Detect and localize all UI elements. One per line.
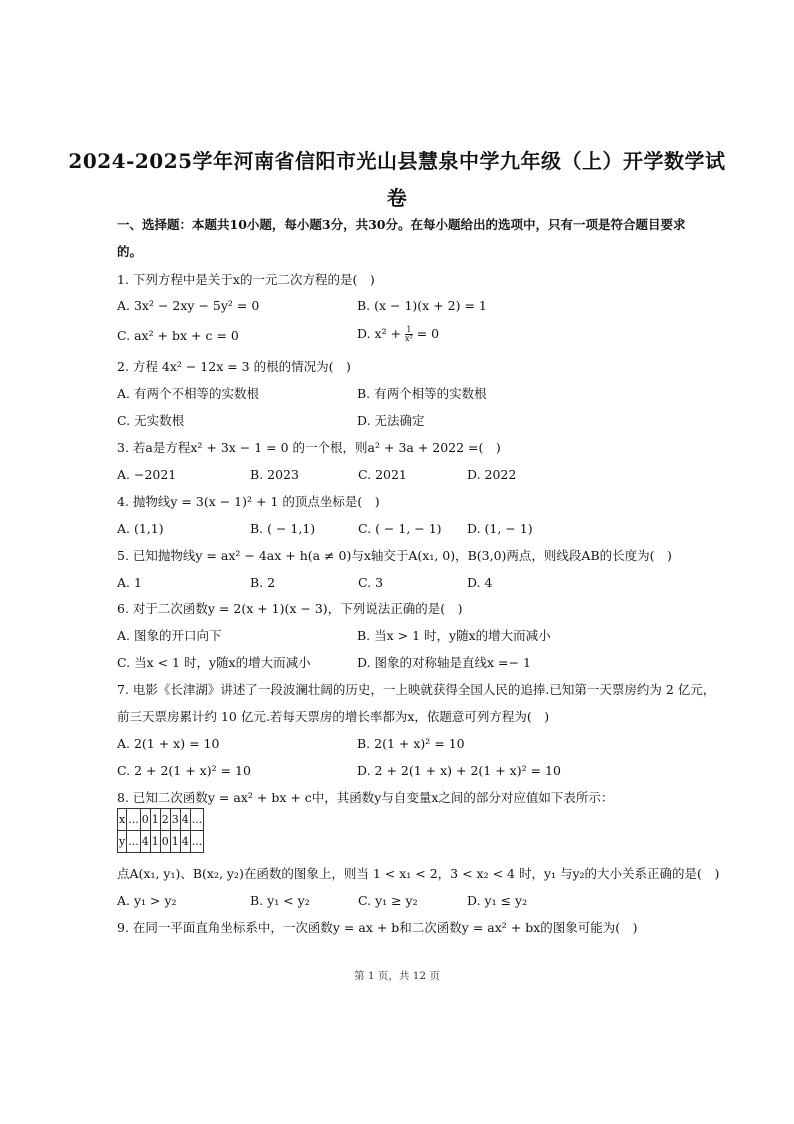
table-cell: 4: [180, 831, 190, 853]
table-cell: 2: [160, 809, 170, 831]
page-footer: 第 1 页，共 12 页: [354, 970, 440, 982]
table-cell: 4: [140, 831, 150, 853]
q8-option-a: A. y₁ > y₂: [117, 893, 177, 908]
q5-option-b: B. 2: [250, 575, 276, 590]
q6-option-d: D. 图象的对称轴是直线x =− 1: [357, 655, 531, 670]
question-8: 8. 已知二次函数y = ax² + bx + c中，其函数y与自变量x之间的部分对应值如下表所示：: [117, 790, 614, 805]
q1-option-b: B. (x − 1)(x + 2) = 1: [357, 298, 487, 313]
section-header-line1: 一、选择题：本题共10小题，每小题3分，共30分。在每小题给出的选项中，只有一项是符合题目要求: [117, 217, 686, 232]
page-title-line1: 2024-2025学年河南省信阳市光山县慧泉中学九年级（上）开学数学试: [68, 149, 726, 173]
q6-option-a: A. 图象的开口向下: [117, 628, 222, 643]
q2-option-d: D. 无法确定: [357, 413, 425, 428]
fraction-denominator: x²: [405, 334, 413, 343]
q3-option-a: A. −2021: [117, 467, 177, 482]
q1-option-d-suffix: = 0: [416, 326, 440, 341]
q3-option-d: D. 2022: [467, 467, 517, 482]
table-cell: 0: [160, 831, 170, 853]
q4-option-c: C. ( − 1, − 1): [358, 521, 442, 536]
q5-option-a: A. 1: [117, 575, 142, 590]
question-6: 6. 对于二次函数y = 2(x + 1)(x − 3)，下列说法正确的是( ): [117, 601, 463, 616]
table-cell: 4: [180, 809, 190, 831]
table-cell: ...: [190, 809, 204, 831]
q1-option-d: [357, 326, 439, 343]
table-cell: y: [118, 831, 127, 853]
question-7-line2: 前三天票房累计约 10 亿元.若每天票房的增长率都为x，依题意可列方程为( ): [117, 709, 550, 724]
question-3: 3. 若a是方程x² + 3x − 1 = 0 的一个根，则a² + 3a + 2022 =( ): [117, 440, 501, 455]
table-cell: x: [118, 809, 127, 831]
q6-option-c: C. 当x < 1 时，y随x的增大而减小: [117, 655, 311, 670]
question-7-line1: 7. 电影《长津湖》讲述了一段波澜壮阔的历史，一上映就获得全国人民的追捧.已知第一天票房约为 2 亿元，: [117, 682, 716, 697]
q2-option-b: B. 有两个相等的实数根: [357, 386, 487, 401]
section-header-line2: 的。: [117, 244, 143, 259]
q7-option-b: B. 2(1 + x)² = 10: [357, 736, 465, 751]
table-cell: ...: [127, 831, 141, 853]
q8-option-c: C. y₁ ≥ y₂: [358, 893, 418, 908]
q5-option-d: D. 4: [467, 575, 493, 590]
table-row-y: [118, 831, 204, 853]
value-table: [117, 808, 204, 853]
q3-option-c: C. 2021: [358, 467, 407, 482]
table-row-x: [118, 809, 204, 831]
page-title-line2: 卷: [386, 186, 408, 210]
q8-option-d: D. y₁ ≤ y₂: [467, 893, 528, 908]
question-4: 4. 抛物线y = 3(x − 1)² + 1 的顶点坐标是( ): [117, 494, 380, 509]
q7-option-a: A. 2(1 + x) = 10: [117, 736, 220, 751]
fraction: [405, 326, 413, 343]
table-cell: 1: [150, 831, 160, 853]
q5-option-c: C. 3: [358, 575, 384, 590]
q2-option-c: C. 无实数根: [117, 413, 185, 428]
q3-option-b: B. 2023: [250, 467, 299, 482]
q2-option-a: A. 有两个不相等的实数根: [117, 386, 259, 401]
q1-option-d-prefix: D. x² +: [357, 326, 402, 341]
q8-option-b: B. y₁ < y₂: [250, 893, 310, 908]
q4-option-b: B. ( − 1,1): [250, 521, 316, 536]
table-cell: 1: [170, 831, 180, 853]
table-cell: 1: [150, 809, 160, 831]
table-cell: 0: [140, 809, 150, 831]
q7-option-c: C. 2 + 2(1 + x)² = 10: [117, 763, 251, 778]
question-2: 2. 方程 4x² − 12x = 3 的根的情况为( ): [117, 359, 351, 374]
question-8-condition: 点A(x₁, y₁)、B(x₂, y₂)在函数的图象上，则当 1 < x₁ < 2，3 < x₂ < 4 时，y₁ 与y₂的大小关系正确的是( ): [117, 866, 720, 881]
q4-option-d: D. (1, − 1): [467, 521, 533, 536]
fraction-numerator: 1: [406, 325, 412, 334]
table-cell: ...: [190, 831, 204, 853]
q4-option-a: A. (1,1): [117, 521, 164, 536]
table-cell: 3: [170, 809, 180, 831]
question-9: 9. 在同一平面直角坐标系中，一次函数y = ax + b和二次函数y = ax² + bx的图象可能为( ): [117, 920, 638, 935]
table-cell: ...: [127, 809, 141, 831]
q6-option-b: B. 当x > 1 时，y随x的增大而减小: [357, 628, 551, 643]
q1-option-c: C. ax² + bx + c = 0: [117, 328, 239, 343]
question-5: 5. 已知抛物线y = ax² − 4ax + h(a ≠ 0)与x轴交于A(x₁, 0)，B(3,0)两点，则线段AB的长度为( ): [117, 548, 672, 563]
question-1: 1. 下列方程中是关于x的一元二次方程的是( ): [117, 272, 375, 287]
q1-option-a: A. 3x² − 2xy − 5y² = 0: [117, 298, 260, 313]
q7-option-d: D. 2 + 2(1 + x) + 2(1 + x)² = 10: [357, 763, 561, 778]
